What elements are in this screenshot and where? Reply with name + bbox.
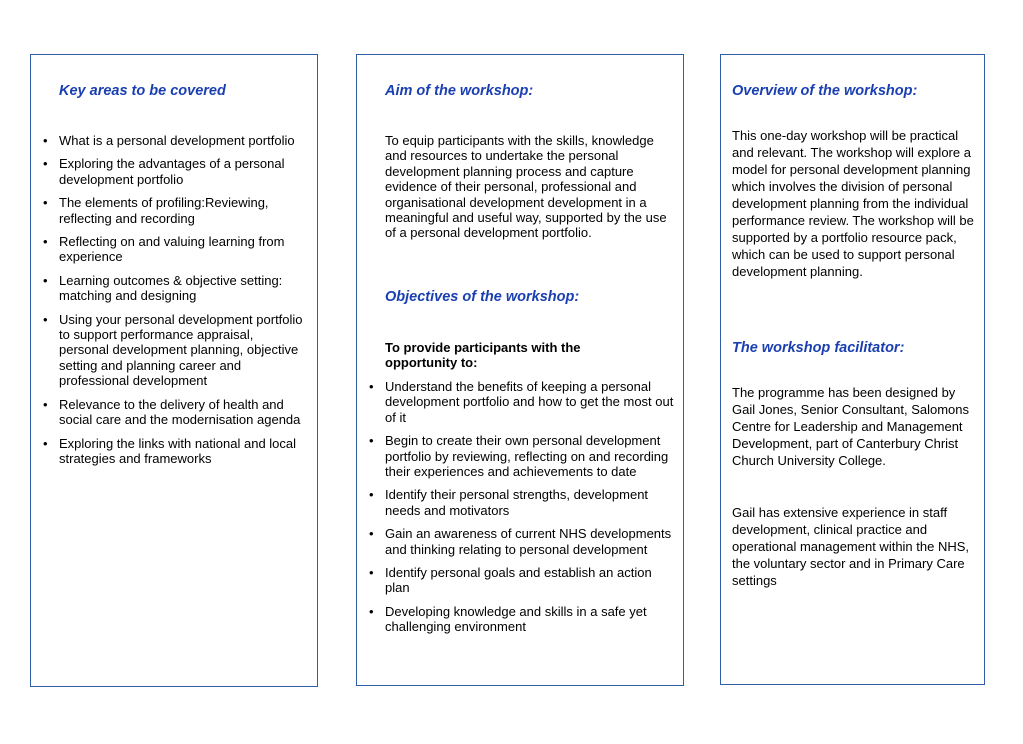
key-areas-panel	[30, 54, 318, 687]
list-item-text: Learning outcomes & objective setting: matching and designing	[59, 272, 283, 304]
overview-heading: Overview of the workshop:	[732, 83, 918, 99]
aim-heading: Aim of the workshop:	[385, 83, 534, 99]
list-item	[367, 487, 679, 518]
objectives-intro: To provide participants with the opportunity to:	[385, 340, 581, 371]
list-item-text: Relevance to the delivery of health and social care and the modernisation agenda	[59, 396, 301, 428]
objectives-list	[367, 379, 679, 643]
list-item	[41, 156, 305, 187]
list-item-text: Developing knowledge and skills in a safe yet challenging environment	[385, 603, 647, 635]
facilitator-text: The programme has been designed by Gail Jones, Senior Consultant, Salomons Centre for Leadership and Management Development, part of Canterbury Christ Church University College.	[732, 385, 970, 468]
list-item-text: Gain an awareness of current NHS developments and thinking relating to personal development	[385, 526, 672, 557]
list-item-text: Exploring the links with national and local strategies and frameworks	[59, 435, 297, 466]
facilitator-experience-text: Gail has extensive experience in staff development, clinical practice and operational management within the NHS, the voluntary sector and in Primary Care settings	[732, 505, 970, 588]
bullet-icon: •	[43, 195, 48, 211]
key-areas-heading: Key areas to be covered	[59, 83, 226, 99]
list-item	[367, 433, 679, 479]
list-item-text: The elements of profiling:Reviewing, reflecting and recording	[59, 195, 269, 226]
aim-objectives-panel	[356, 54, 684, 686]
list-item	[41, 133, 305, 148]
list-item	[41, 397, 305, 428]
list-item	[41, 436, 305, 467]
key-areas-list	[41, 133, 305, 474]
bullet-icon: •	[43, 435, 48, 451]
list-item-text: Using your personal development portfolio to support performance appraisal, personal development planning, objective setting and planning career and professional development	[59, 311, 303, 389]
bullet-icon: •	[369, 433, 374, 449]
facilitator-heading: The workshop facilitator:	[732, 340, 905, 356]
bullet-icon: •	[43, 234, 48, 250]
objectives-heading: Objectives of the workshop:	[385, 289, 580, 305]
bullet-icon: •	[43, 396, 48, 412]
list-item	[41, 195, 305, 226]
bullet-icon: •	[369, 565, 374, 581]
bullet-icon: •	[369, 487, 374, 503]
list-item	[367, 526, 679, 557]
overview-panel	[720, 54, 985, 685]
bullet-icon: •	[43, 272, 48, 288]
list-item	[367, 565, 679, 596]
bullet-icon: •	[369, 603, 374, 619]
list-item	[41, 273, 305, 304]
list-item-text: What is a personal development portfolio	[59, 133, 295, 148]
list-item-text: Reflecting on and valuing learning from experience	[59, 234, 285, 265]
list-item	[367, 379, 679, 425]
list-item	[41, 312, 305, 389]
overview-text: This one-day workshop will be practical and relevant. The workshop will explore a model for personal development planning which involves the division of personal development planning from the individual performance review. The workshop will be supported by a portfolio resource pack, which can be used to support personal development planning.	[732, 128, 974, 279]
bullet-icon: •	[369, 379, 374, 394]
list-item-text: Identify their personal strengths, development needs and motivators	[385, 487, 649, 518]
bullet-icon: •	[369, 526, 374, 542]
list-item	[367, 604, 679, 635]
bullet-icon: •	[43, 156, 48, 172]
aim-text: To equip participants with the skills, knowledge and resources to undertake the personal development planning process and capture evidence of their personal, professional and organisational development development in a meaningful and useful way, supported by the use of a personal development portfolio.	[385, 133, 667, 241]
list-item-text: Identify personal goals and establish an action plan	[385, 565, 652, 596]
list-item-text: Understand the benefits of keeping a personal development portfolio and how to get the most out of it	[385, 379, 674, 425]
list-item-text: Begin to create their own personal development portfolio by reviewing, reflecting on and recording their experiences and achievements to date	[385, 433, 669, 480]
list-item-text: Exploring the advantages of a personal development portfolio	[59, 156, 285, 187]
list-item	[41, 234, 305, 265]
bullet-icon: •	[43, 133, 48, 148]
bullet-icon: •	[43, 311, 48, 327]
